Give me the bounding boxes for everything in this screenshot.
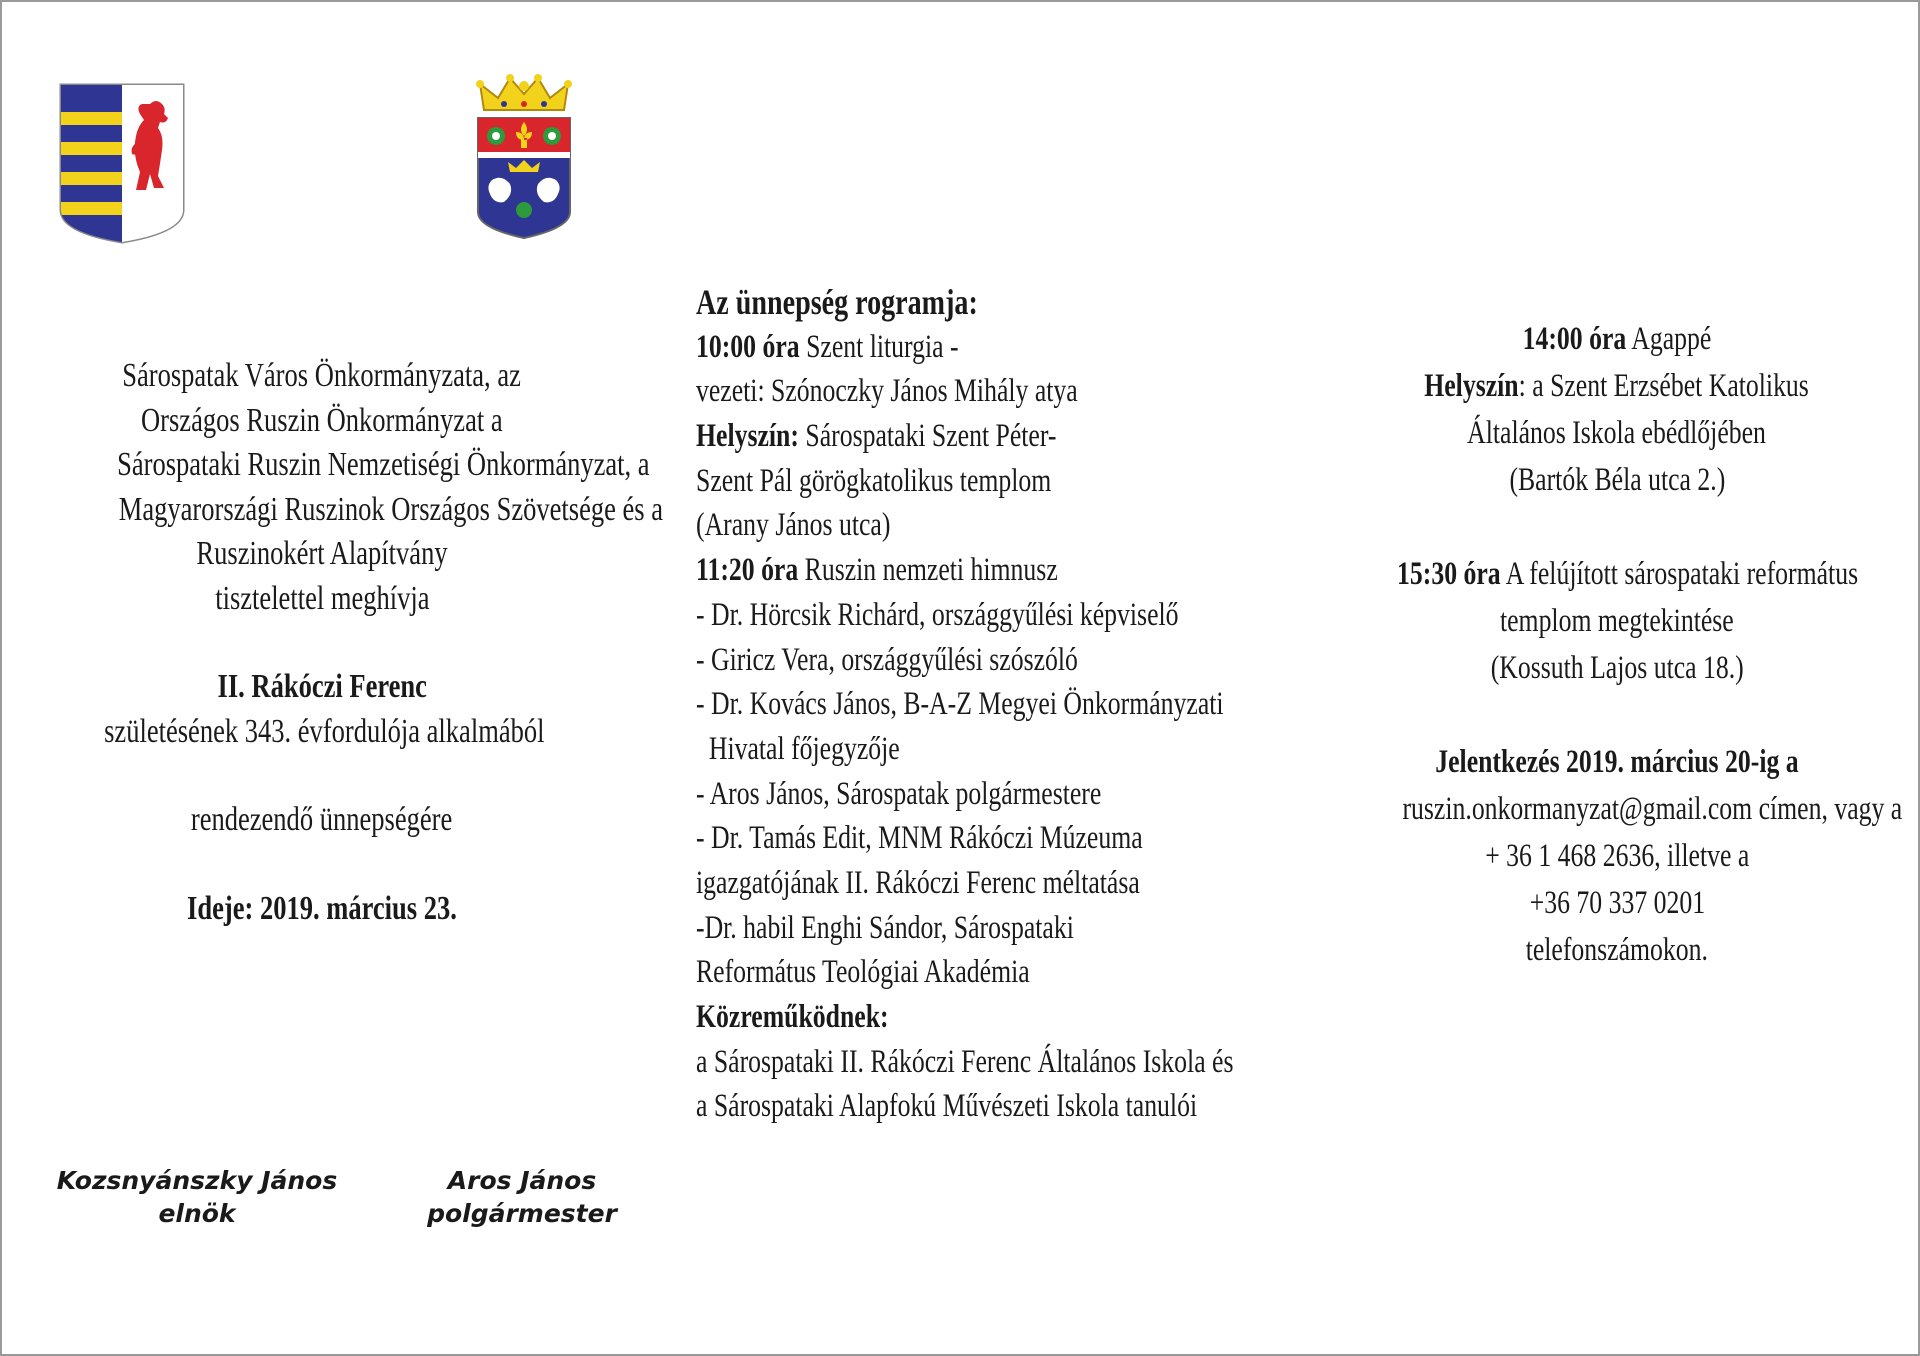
speaker-line: - Aros János, Sárospatak polgármestere	[696, 775, 1102, 812]
speaker-line: igazgatójának II. Rákóczi Ferenc méltatása	[696, 864, 1140, 901]
intro-line: Sárospataki Ruszin Nemzetiségi Önkormányzat, a	[117, 446, 650, 483]
sarospatak-coat-of-arms-icon	[474, 72, 574, 242]
program-time: 14:00 óra	[1522, 321, 1627, 357]
program-section	[696, 280, 1256, 1129]
signature-name: Kozsnyánszky János	[56, 1166, 338, 1195]
event-line: rendezendő ünnepségére	[191, 801, 453, 838]
speaker-line: Református Teológiai Akadémia	[696, 954, 1030, 991]
program-item: (Kossuth Lajos utca 18.)	[1490, 650, 1744, 686]
program-item: Agappé	[1626, 321, 1712, 357]
program-time: 10:00 óra	[696, 328, 800, 365]
location-text: Szent Pál görögkatolikus templom	[696, 462, 1052, 499]
signature-role: polgármester	[427, 1199, 617, 1228]
registration-end: telefonszámokon.	[1525, 932, 1709, 968]
program-time: 11:20 óra	[696, 552, 799, 589]
program-item: A felújított sárospataki református	[1500, 556, 1859, 592]
signature-role: elnök	[158, 1199, 236, 1228]
honoree-name: II. Rákóczi Ferenc	[217, 668, 427, 705]
speaker-line: Hivatal főjegyzője	[696, 730, 900, 767]
signature-name: Aros János	[447, 1166, 597, 1195]
program-item: templom megtekintése	[1500, 603, 1734, 639]
speaker-line: - Dr. Tamás Edit, MNM Rákóczi Múzeuma	[696, 820, 1143, 857]
signature-mayor	[402, 1164, 642, 1230]
intro-line: Magyarországi Ruszinok Országos Szövetsége és a	[118, 490, 663, 528]
program-item: vezeti: Szónoczky János Mihály atya	[696, 373, 1078, 410]
registration-phone: + 36 1 468 2636, illetve a	[1484, 838, 1750, 874]
registration-phone: +36 70 337 0201	[1529, 885, 1705, 921]
afternoon-program	[1332, 316, 1902, 974]
invitation-text	[42, 354, 663, 931]
location-text: Általános Iskola ebédlőjében	[1467, 415, 1767, 451]
speaker-line: - Dr. Hörcsik Richárd, országgyűlési képviselő	[696, 596, 1179, 633]
signature-chairman	[42, 1164, 352, 1230]
intro-line: Sárospatak Város Önkormányzata, az	[122, 357, 522, 394]
registration-title: Jelentkezés 2019. március 20-ig a	[1435, 744, 1799, 780]
contributors-label: Közreműködnek:	[696, 999, 889, 1035]
contributors-line: a Sárospataki II. Rákóczi Ferenc Általános Iskola és	[696, 1043, 1234, 1080]
speaker-line: -Dr. habil Enghi Sándor, Sárospataki	[696, 909, 1074, 946]
location-text: (Bartók Béla utca 2.)	[1509, 462, 1725, 498]
occasion-line: születésének 343. évfordulója alkalmából	[104, 712, 545, 750]
program-time: 15:30 óra	[1397, 556, 1501, 592]
speaker-line: - Dr. Kovács János, B-A-Z Megyei Önkormányzati	[696, 686, 1224, 723]
contributors-line: a Sárospataki Alapfokú Művészeti Iskola tanulói	[696, 1088, 1198, 1125]
event-date: Ideje: 2019. március 23.	[187, 889, 457, 927]
registration-email: ruszin.onkormanyzat@gmail.com címen, vagy a	[1402, 791, 1903, 827]
location-text: : a Szent Erzsébet Katolikus	[1519, 368, 1810, 404]
intro-line: Országos Ruszin Önkormányzat a	[141, 401, 503, 439]
location-text: (Arany János utca)	[696, 507, 891, 544]
intro-line: Ruszinokért Alapítvány	[196, 535, 448, 572]
speaker-line: - Giricz Vera, országgyűlési szószóló	[696, 641, 1078, 678]
location-text: Sárospataki Szent Péter-	[798, 418, 1057, 455]
intro-line: tisztelettel meghívja	[214, 579, 430, 617]
program-item: Szent liturgia -	[799, 328, 959, 365]
location-label: Helyszín:	[696, 418, 799, 455]
program-item: Ruszin nemzeti himnusz	[798, 552, 1058, 589]
program-title: Az ünnepség rogramja:	[696, 282, 978, 322]
location-label: Helyszín	[1424, 368, 1520, 404]
ruthenian-coat-of-arms-icon	[58, 82, 186, 246]
